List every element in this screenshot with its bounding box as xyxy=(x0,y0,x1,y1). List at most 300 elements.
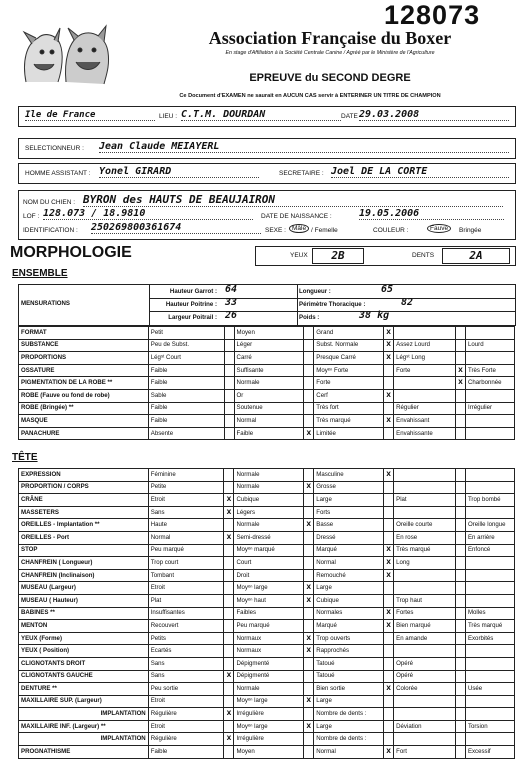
checkbox[interactable] xyxy=(455,632,465,645)
checkbox[interactable] xyxy=(304,377,314,390)
option-label: Sans xyxy=(148,670,224,683)
option-label: Or xyxy=(234,389,304,402)
option-label: Faible xyxy=(148,402,224,415)
option-label: Normaux xyxy=(234,645,304,658)
option-label: Irrégulière xyxy=(234,733,304,746)
checkbox[interactable] xyxy=(455,695,465,708)
option-label: Molles xyxy=(465,607,514,620)
option-label: Peu de Subst. xyxy=(148,339,224,352)
checkbox[interactable] xyxy=(224,389,234,402)
option-label: Masculine xyxy=(314,469,384,482)
checkbox[interactable] xyxy=(455,494,465,507)
checkbox[interactable] xyxy=(456,415,466,428)
option-label: Normale xyxy=(234,683,304,696)
option-label: Fort xyxy=(394,746,456,759)
checkbox[interactable] xyxy=(224,746,234,759)
option-label: Normal xyxy=(314,746,384,759)
row-label: CHANFREIN ( Longueur) xyxy=(19,557,149,570)
checkbox[interactable] xyxy=(455,645,465,658)
boxer-logo xyxy=(14,22,114,88)
checkbox[interactable] xyxy=(384,481,394,494)
table-row xyxy=(19,339,515,352)
option-label: Faible xyxy=(148,415,224,428)
checkbox[interactable] xyxy=(455,569,465,582)
checkbox[interactable] xyxy=(224,519,234,532)
checkbox[interactable] xyxy=(224,569,234,582)
option-label: Déviation xyxy=(394,720,456,733)
option-label: Limitée xyxy=(314,427,384,440)
row-label: MUSEAU ( Hauteur) xyxy=(19,594,149,607)
naissance-value: 19.05.2006 xyxy=(359,208,504,220)
option-label: Irrégulier xyxy=(466,402,515,415)
row-label: MAXILLAIRE INF. (Largeur) ** xyxy=(19,720,149,733)
sexe-label: SEXE : xyxy=(265,227,286,234)
checkbox[interactable]: X xyxy=(304,519,314,532)
option-label: Féminine xyxy=(148,469,224,482)
row-label: ROBE (Bringée) ** xyxy=(19,402,149,415)
option-label: Légers xyxy=(234,506,304,519)
option-label: Usée xyxy=(465,683,514,696)
option-label: Remouché xyxy=(314,569,384,582)
checkbox[interactable]: X xyxy=(304,481,314,494)
largeur-poitrail-label: Largeur Poitrail : xyxy=(168,314,217,321)
checkbox[interactable] xyxy=(384,364,394,377)
checkbox[interactable] xyxy=(455,657,465,670)
checkbox[interactable]: X xyxy=(384,607,394,620)
checkbox[interactable] xyxy=(224,327,234,340)
checkbox[interactable] xyxy=(455,733,465,746)
option-label: Oreille longue xyxy=(465,519,514,532)
checkbox[interactable]: X xyxy=(384,544,394,557)
option-label: Opéré xyxy=(394,657,456,670)
option-label: Régulier xyxy=(394,402,456,415)
identification-value: 250269800361674 xyxy=(91,222,261,234)
row-label: OREILLES - Implantation ** xyxy=(19,519,149,532)
option-label xyxy=(394,708,456,721)
selectionneur-row xyxy=(18,138,516,159)
option-label: Normal xyxy=(148,531,224,544)
option-label: Moyᵉⁿ haut xyxy=(234,594,304,607)
table-row xyxy=(19,569,515,582)
checkbox[interactable] xyxy=(456,339,466,352)
row-label: MASSETERS xyxy=(19,506,149,519)
option-label: Normale xyxy=(234,481,304,494)
checkbox[interactable] xyxy=(455,708,465,721)
checkbox[interactable] xyxy=(456,327,466,340)
row-label: ROBE (Fauve ou fond de robe) xyxy=(19,389,149,402)
table-row xyxy=(19,364,515,377)
row-label: PROPORTIONS xyxy=(19,352,149,365)
table-row xyxy=(19,582,515,595)
table-row xyxy=(19,531,515,544)
checkbox[interactable]: X xyxy=(304,582,314,595)
checkbox[interactable]: X xyxy=(304,594,314,607)
option-label: Tatoué xyxy=(314,657,384,670)
option-label: Recouvert xyxy=(148,620,224,633)
option-label xyxy=(465,645,514,658)
table-row xyxy=(19,402,515,415)
row-label: CLIGNOTANTS GAUCHE xyxy=(19,670,149,683)
row-label: STOP xyxy=(19,544,149,557)
option-label: Cubique xyxy=(314,594,384,607)
option-label xyxy=(394,733,456,746)
option-label xyxy=(465,708,514,721)
checkbox[interactable]: X xyxy=(304,720,314,733)
checkbox[interactable]: X xyxy=(384,683,394,696)
hauteur-poitrine-label: Hauteur Poitrine : xyxy=(165,301,217,308)
checkbox[interactable]: X xyxy=(304,645,314,658)
option-label: Oreille courte xyxy=(394,519,456,532)
identification-label: IDENTIFICATION : xyxy=(23,227,78,234)
checkbox[interactable] xyxy=(455,544,465,557)
yeux-value: 2B xyxy=(312,248,364,264)
checkbox[interactable] xyxy=(384,657,394,670)
checkbox[interactable]: X xyxy=(304,632,314,645)
checkbox[interactable]: X xyxy=(224,708,234,721)
table-row xyxy=(19,620,515,633)
option-label: Nombre de dents : xyxy=(314,733,384,746)
option-label xyxy=(394,327,456,340)
dog-identity-box xyxy=(18,190,516,240)
checkbox[interactable] xyxy=(224,377,234,390)
checkbox[interactable] xyxy=(224,695,234,708)
checkbox[interactable]: X xyxy=(224,733,234,746)
row-label: PROPORTION / CORPS xyxy=(19,481,149,494)
checkbox[interactable] xyxy=(455,519,465,532)
option-label: Haute xyxy=(148,519,224,532)
checkbox[interactable] xyxy=(224,657,234,670)
option-label: Large xyxy=(314,582,384,595)
option-label xyxy=(466,352,515,365)
checkbox[interactable] xyxy=(224,645,234,658)
checkbox[interactable] xyxy=(455,582,465,595)
option-label: Petite xyxy=(148,481,224,494)
option-label: Marqué xyxy=(314,544,384,557)
association-title: Association Française du Boxer xyxy=(208,28,452,48)
assistant-row xyxy=(18,163,516,184)
date-value: 29.03.2008 xyxy=(359,109,509,121)
sexe-male-option: Mâle xyxy=(289,224,309,233)
option-label: Insuffisantes xyxy=(148,607,224,620)
option-label: Moyᵉⁿ large xyxy=(234,582,304,595)
checkbox[interactable] xyxy=(224,427,234,440)
checkbox[interactable] xyxy=(455,720,465,733)
checkbox[interactable] xyxy=(224,720,234,733)
checkbox[interactable]: X xyxy=(384,339,394,352)
checkbox[interactable] xyxy=(304,327,314,340)
largeur-poitrail-value: 26 xyxy=(225,310,238,321)
checkbox[interactable] xyxy=(304,339,314,352)
row-label: PROGNATHISME xyxy=(19,746,149,759)
checkbox[interactable] xyxy=(304,557,314,570)
poids-label: Poids : xyxy=(299,314,320,321)
option-label xyxy=(466,389,515,402)
secretaire-value: Joel DE LA CORTE xyxy=(331,166,509,178)
checkbox[interactable] xyxy=(224,352,234,365)
checkbox[interactable]: X xyxy=(304,427,314,440)
checkbox[interactable]: X xyxy=(384,569,394,582)
checkbox[interactable]: X xyxy=(224,506,234,519)
option-label: Basse xyxy=(314,519,384,532)
checkbox[interactable] xyxy=(384,506,394,519)
checkbox[interactable] xyxy=(455,683,465,696)
checkbox[interactable] xyxy=(456,427,466,440)
epreuve-title: EPREUVE du SECOND DEGRE xyxy=(249,72,411,84)
checkbox[interactable]: X xyxy=(384,389,394,402)
checkbox[interactable] xyxy=(384,733,394,746)
longueur-value: 65 xyxy=(381,284,394,295)
option-label: Plat xyxy=(148,594,224,607)
table-row xyxy=(19,683,515,696)
option-label xyxy=(394,582,456,595)
checkbox[interactable] xyxy=(224,481,234,494)
checkbox[interactable]: X xyxy=(384,415,394,428)
option-label xyxy=(466,415,515,428)
checkbox[interactable] xyxy=(304,352,314,365)
option-label: Moyen xyxy=(234,746,304,759)
option-label xyxy=(465,569,514,582)
checkbox[interactable] xyxy=(304,708,314,721)
checkbox[interactable] xyxy=(224,415,234,428)
option-label: Court xyxy=(234,557,304,570)
checkbox[interactable] xyxy=(384,402,394,415)
table-row xyxy=(19,594,515,607)
row-label: IMPLANTATION xyxy=(19,733,149,746)
checkbox[interactable] xyxy=(224,339,234,352)
option-label: Très Forte xyxy=(466,364,515,377)
option-label: Opéré xyxy=(394,670,456,683)
checkbox[interactable] xyxy=(384,708,394,721)
option-label: Très fort xyxy=(314,402,384,415)
option-label: Semi-dressé xyxy=(234,531,304,544)
checkbox[interactable] xyxy=(455,506,465,519)
checkbox[interactable] xyxy=(455,620,465,633)
option-label: Très marqué xyxy=(314,415,384,428)
checkbox[interactable]: X xyxy=(384,469,394,482)
checkbox[interactable] xyxy=(384,377,394,390)
checkbox[interactable] xyxy=(304,364,314,377)
option-label: Faible xyxy=(234,427,304,440)
checkbox[interactable]: X xyxy=(224,531,234,544)
table-row xyxy=(19,632,515,645)
option-label xyxy=(465,594,514,607)
option-label: Marqué xyxy=(314,620,384,633)
table-row xyxy=(19,607,515,620)
yeux-label: YEUX xyxy=(290,252,308,259)
option-label: Sans xyxy=(148,506,224,519)
checkbox[interactable] xyxy=(384,632,394,645)
option-label: Faibles xyxy=(234,607,304,620)
row-label: OREILLES - Port xyxy=(19,531,149,544)
checkbox[interactable] xyxy=(224,582,234,595)
option-label: Envahissant xyxy=(394,415,456,428)
checkbox[interactable] xyxy=(456,402,466,415)
checkbox[interactable]: X xyxy=(384,557,394,570)
option-label: Moyᵉⁿ large xyxy=(234,720,304,733)
checkbox[interactable]: X xyxy=(224,670,234,683)
hauteur-poitrine-value: 33 xyxy=(225,297,238,308)
option-label: Large xyxy=(314,695,384,708)
option-label xyxy=(394,506,456,519)
option-label: Envahissante xyxy=(394,427,456,440)
row-label: PANACHURE xyxy=(19,427,149,440)
checkbox[interactable] xyxy=(304,607,314,620)
checkbox[interactable] xyxy=(304,683,314,696)
naissance-label: DATE DE NAISSANCE : xyxy=(261,213,332,220)
checkbox[interactable] xyxy=(224,402,234,415)
checkbox[interactable]: X xyxy=(384,620,394,633)
row-label: MENTON xyxy=(19,620,149,633)
option-label: Suffisante xyxy=(234,364,304,377)
option-label xyxy=(394,645,456,658)
perimetre-value: 82 xyxy=(401,297,414,308)
checkbox[interactable] xyxy=(304,733,314,746)
checkbox[interactable]: X xyxy=(384,746,394,759)
hauteur-garrot-value: 64 xyxy=(225,284,238,295)
checkbox[interactable] xyxy=(304,670,314,683)
checkbox[interactable]: X xyxy=(384,327,394,340)
row-label: CLIGNOTANTS DROIT xyxy=(19,657,149,670)
option-label: Subst. Normale xyxy=(314,339,384,352)
checkbox[interactable] xyxy=(224,544,234,557)
option-label: Petits xyxy=(148,632,224,645)
option-label xyxy=(394,695,456,708)
checkbox[interactable] xyxy=(304,531,314,544)
checkbox[interactable] xyxy=(304,544,314,557)
couleur-label: COULEUR : xyxy=(373,227,409,234)
selectionneur-value: Jean Claude MEIAYERL xyxy=(99,141,509,153)
checkbox[interactable] xyxy=(384,670,394,683)
checkbox[interactable] xyxy=(304,402,314,415)
option-label xyxy=(465,506,514,519)
option-label: Moyᵉⁿ large xyxy=(234,695,304,708)
option-label: Très marqué xyxy=(394,544,456,557)
checkbox[interactable] xyxy=(304,746,314,759)
checkbox[interactable] xyxy=(304,620,314,633)
checkbox[interactable] xyxy=(384,427,394,440)
lieu-label: LIEU : xyxy=(159,113,178,120)
checkbox[interactable] xyxy=(224,469,234,482)
option-label: Cerf xyxy=(314,389,384,402)
option-label: Dépigmenté xyxy=(234,657,304,670)
checkbox[interactable] xyxy=(455,531,465,544)
checkbox[interactable] xyxy=(304,469,314,482)
table-row xyxy=(19,670,515,683)
sexe-femelle-option: / Femelle xyxy=(311,227,338,234)
checkbox[interactable]: X xyxy=(456,377,466,390)
checkbox[interactable]: X xyxy=(456,364,466,377)
checkbox[interactable] xyxy=(384,519,394,532)
checkbox[interactable] xyxy=(304,389,314,402)
option-label: Fortes xyxy=(394,607,456,620)
checkbox[interactable]: X xyxy=(304,695,314,708)
checkbox[interactable]: X xyxy=(224,494,234,507)
checkbox[interactable] xyxy=(455,670,465,683)
option-label: Assez Lourd xyxy=(394,339,456,352)
checkbox[interactable] xyxy=(455,481,465,494)
option-label: Peu marqué xyxy=(234,620,304,633)
option-label: Carré xyxy=(234,352,304,365)
option-label: Moyᵉⁿ marqué xyxy=(234,544,304,557)
option-label: Trop ouverts xyxy=(314,632,384,645)
checkbox[interactable] xyxy=(304,494,314,507)
dents-value: 2A xyxy=(442,248,510,264)
table-row xyxy=(19,377,515,390)
checkbox[interactable] xyxy=(456,352,466,365)
checkbox[interactable] xyxy=(455,557,465,570)
option-label: Presque Carré xyxy=(314,352,384,365)
checkbox[interactable] xyxy=(384,720,394,733)
checkbox[interactable] xyxy=(224,632,234,645)
option-label: Peu sortie xyxy=(148,683,224,696)
row-label: MUSEAU (Largeur) xyxy=(19,582,149,595)
option-label: Grosse xyxy=(314,481,384,494)
checkbox[interactable] xyxy=(384,645,394,658)
checkbox[interactable] xyxy=(384,582,394,595)
table-row xyxy=(19,720,515,733)
option-label: Soutenue xyxy=(234,402,304,415)
option-label: Exorbités xyxy=(465,632,514,645)
checkbox[interactable] xyxy=(224,683,234,696)
checkbox[interactable] xyxy=(224,607,234,620)
row-label: MASQUE xyxy=(19,415,149,428)
table-row xyxy=(19,327,515,340)
checkbox[interactable] xyxy=(304,657,314,670)
option-label: Forts xyxy=(314,506,384,519)
option-label: Sans xyxy=(148,657,224,670)
checkbox[interactable] xyxy=(304,506,314,519)
option-label: Droit xyxy=(234,569,304,582)
option-label xyxy=(394,377,456,390)
checkbox[interactable] xyxy=(224,620,234,633)
option-label: Légˢᵗ Long xyxy=(394,352,456,365)
table-row xyxy=(19,657,515,670)
option-label: Forte xyxy=(314,377,384,390)
option-label: Normale xyxy=(234,519,304,532)
option-label: Etroit xyxy=(148,582,224,595)
checkbox[interactable] xyxy=(304,415,314,428)
checkbox[interactable]: X xyxy=(384,352,394,365)
checkbox[interactable] xyxy=(455,469,465,482)
checkbox[interactable] xyxy=(455,594,465,607)
checkbox[interactable] xyxy=(384,531,394,544)
option-label xyxy=(465,657,514,670)
option-label: Dressé xyxy=(314,531,384,544)
affiliation-text: En stage d'Affiliation à la Société Centrale Canine / Agréé par le Ministère de l'Agriculture xyxy=(225,50,435,56)
option-label: Colorée xyxy=(394,683,456,696)
checkbox[interactable] xyxy=(384,695,394,708)
option-label: Lourd xyxy=(466,339,515,352)
checkbox[interactable] xyxy=(456,389,466,402)
checkbox[interactable] xyxy=(224,364,234,377)
checkbox[interactable] xyxy=(224,557,234,570)
option-label xyxy=(465,670,514,683)
checkbox[interactable] xyxy=(224,594,234,607)
checkbox[interactable] xyxy=(304,569,314,582)
checkbox[interactable] xyxy=(384,594,394,607)
option-label xyxy=(466,427,515,440)
table-row xyxy=(19,427,515,440)
ensemble-table xyxy=(18,326,515,440)
row-label: OSSATURE xyxy=(19,364,149,377)
option-label: Sable xyxy=(148,389,224,402)
assistant-value: Yonel GIRARD xyxy=(99,166,259,178)
checkbox[interactable] xyxy=(455,746,465,759)
checkbox[interactable] xyxy=(455,607,465,620)
checkbox[interactable] xyxy=(384,494,394,507)
option-label: Dépigmenté xyxy=(234,670,304,683)
option-label: Irrégulière xyxy=(234,708,304,721)
